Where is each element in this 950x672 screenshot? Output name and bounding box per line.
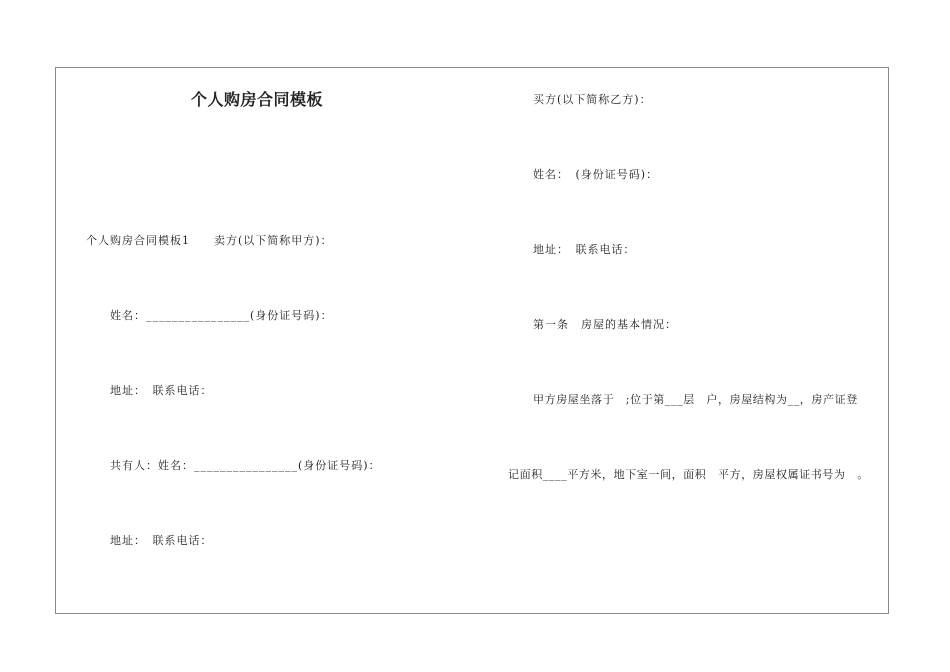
property-description-line-1: 甲方房屋坐落于 ;位于第___层 户，房屋结构为__，房产证登 — [533, 393, 858, 406]
seller-address-line: 地址： 联系电话： — [110, 384, 213, 397]
buyer-line: 买方(以下简称乙方)： — [533, 93, 652, 106]
document-page — [55, 67, 889, 614]
document-title: 个人购房合同模板 — [191, 90, 324, 109]
seller-name-line: 姓名：________________(身份证号码)： — [110, 309, 333, 322]
intro-seller-line: 个人购房合同模板1 卖方(以下简称甲方)： — [86, 234, 333, 247]
article-one-heading: 第一条 房屋的基本情况： — [533, 318, 677, 331]
co-owner-address-line: 地址： 联系电话： — [110, 534, 213, 547]
co-owner-name-line: 共有人：姓名：________________(身份证号码)： — [110, 459, 381, 472]
buyer-address-line: 地址： 联系电话： — [533, 243, 636, 256]
buyer-name-line: 姓名： (身份证号码)： — [533, 168, 659, 181]
property-description-line-2: 记面积____平方米，地下室一间，面积 平方，房屋权属证书号为 。 — [508, 468, 869, 481]
